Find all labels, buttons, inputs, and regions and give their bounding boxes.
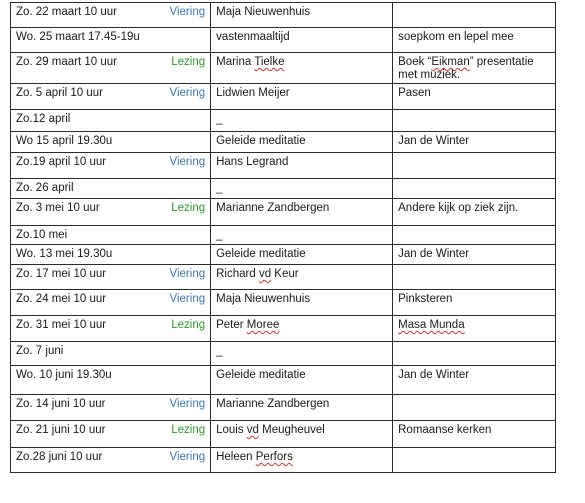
note-cell: Romaanse kerken [393,421,556,448]
table-row [11,132,556,153]
note-cell: Pinksteren [393,290,556,316]
table-row [11,448,556,473]
note-cell: soepkom en lepel mee [393,28,556,53]
note-cell [393,265,556,290]
speaker-cell: Maja Nieuwenhuis [211,290,393,316]
table-row [11,395,556,421]
speaker-cell: Hans Legrand [211,153,393,179]
date-cell [11,366,211,395]
event-date: Zo. 17 mei 10 uur [16,268,107,280]
date-cell [11,342,211,366]
table-row [11,3,556,28]
event-type: Lezing [171,319,206,331]
event-date: Wo. 25 maart 17.45-19u [16,31,140,43]
speaker-cell: Peter Moree [211,316,393,342]
event-date: Zo. 14 juni 10 uur [16,398,106,410]
event-type: Viering [169,87,206,99]
note-cell: Masa Munda [393,316,556,342]
speaker-cell: _ [211,226,393,245]
date-cell [11,290,211,316]
event-date: Zo.28 juni 10 uur [16,451,103,463]
date-cell [11,132,211,153]
date-cell [11,316,211,342]
note-cell: Pasen [393,84,556,110]
date-cell [11,245,211,265]
event-date: Zo. 3 mei 10 uur [16,202,100,214]
table-row [11,366,556,395]
speaker-cell: Richard vd Keur [211,265,393,290]
note-cell: Jan de Winter [393,132,556,153]
table-row [11,316,556,342]
note-cell [393,110,556,132]
schedule-table [10,2,556,473]
event-type: Viering [169,398,206,410]
schedule-rows [11,3,556,473]
note-cell [393,342,556,366]
event-date: Zo. 29 maart 10 uur [16,56,117,68]
table-row [11,28,556,53]
speaker-cell: _ [211,342,393,366]
speaker-cell: Geleide meditatie [211,132,393,153]
event-date: Zo.12 april [16,113,71,125]
event-type: Viering [169,268,206,280]
speaker-cell: Geleide meditatie [211,245,393,265]
date-cell [11,179,211,199]
date-cell [11,153,211,179]
event-date: Zo.10 mei [16,229,68,241]
table-row [11,110,556,132]
note-cell [393,395,556,421]
speaker-cell: vastenmaaltijd [211,28,393,53]
table-row [11,245,556,265]
speaker-cell: Marianne Zandbergen [211,199,393,226]
speaker-cell: _ [211,110,393,132]
event-type: Viering [169,451,206,463]
event-date: Wo. 10 juni 19.30u [16,369,112,381]
date-cell [11,448,211,473]
table-row [11,153,556,179]
event-date: Zo.19 april 10 uur [16,156,107,168]
table-row [11,342,556,366]
date-cell [11,28,211,53]
note-cell: Jan de Winter [393,366,556,395]
date-cell [11,53,211,84]
event-date: Zo. 26 april [16,182,74,194]
date-cell [11,265,211,290]
event-date: Wo. 13 mei 19.30u [16,248,113,260]
note-cell [393,179,556,199]
speaker-cell: Marianne Zandbergen [211,395,393,421]
table-row [11,421,556,448]
speaker-cell: Heleen Perfors [211,448,393,473]
speaker-cell: _ [211,179,393,199]
note-cell: Boek “Eikman” presentatie met muziek. [393,53,556,84]
table-row [11,265,556,290]
event-type: Viering [169,156,206,168]
note-cell: Andere kijk op ziek zijn. [393,199,556,226]
date-cell [11,421,211,448]
event-date: Zo. 21 juni 10 uur [16,424,106,436]
date-cell [11,226,211,245]
note-cell: Jan de Winter [393,245,556,265]
speaker-cell: Louis vd Meugheuvel [211,421,393,448]
note-cell [393,153,556,179]
date-cell [11,395,211,421]
date-cell [11,3,211,28]
table-row [11,84,556,110]
speaker-cell: Maja Nieuwenhuis [211,3,393,28]
event-date: Zo. 31 mei 10 uur [16,319,107,331]
event-type: Lezing [171,202,206,214]
speaker-cell: Geleide meditatie [211,366,393,395]
event-date: Wo 15 april 19.30u [16,135,113,147]
event-type: Viering [169,6,206,18]
event-date: Zo. 22 maart 10 uur [16,6,117,18]
event-date: Zo. 7 juni [16,345,64,357]
event-type: Lezing [171,424,206,436]
date-cell [11,84,211,110]
date-cell [11,110,211,132]
note-cell [393,226,556,245]
speaker-cell: Marina Tielke [211,53,393,84]
table-row [11,53,556,84]
table-row [11,290,556,316]
date-cell [11,199,211,226]
event-date: Zo. 5 april 10 uur [16,87,103,99]
note-cell [393,448,556,473]
speaker-cell: Lidwien Meijer [211,84,393,110]
table-row [11,226,556,245]
table-row [11,179,556,199]
table-row [11,199,556,226]
note-cell [393,3,556,28]
event-type: Viering [169,293,206,305]
event-type: Lezing [171,56,206,68]
event-date: Zo. 24 mei 10 uur [16,293,107,305]
